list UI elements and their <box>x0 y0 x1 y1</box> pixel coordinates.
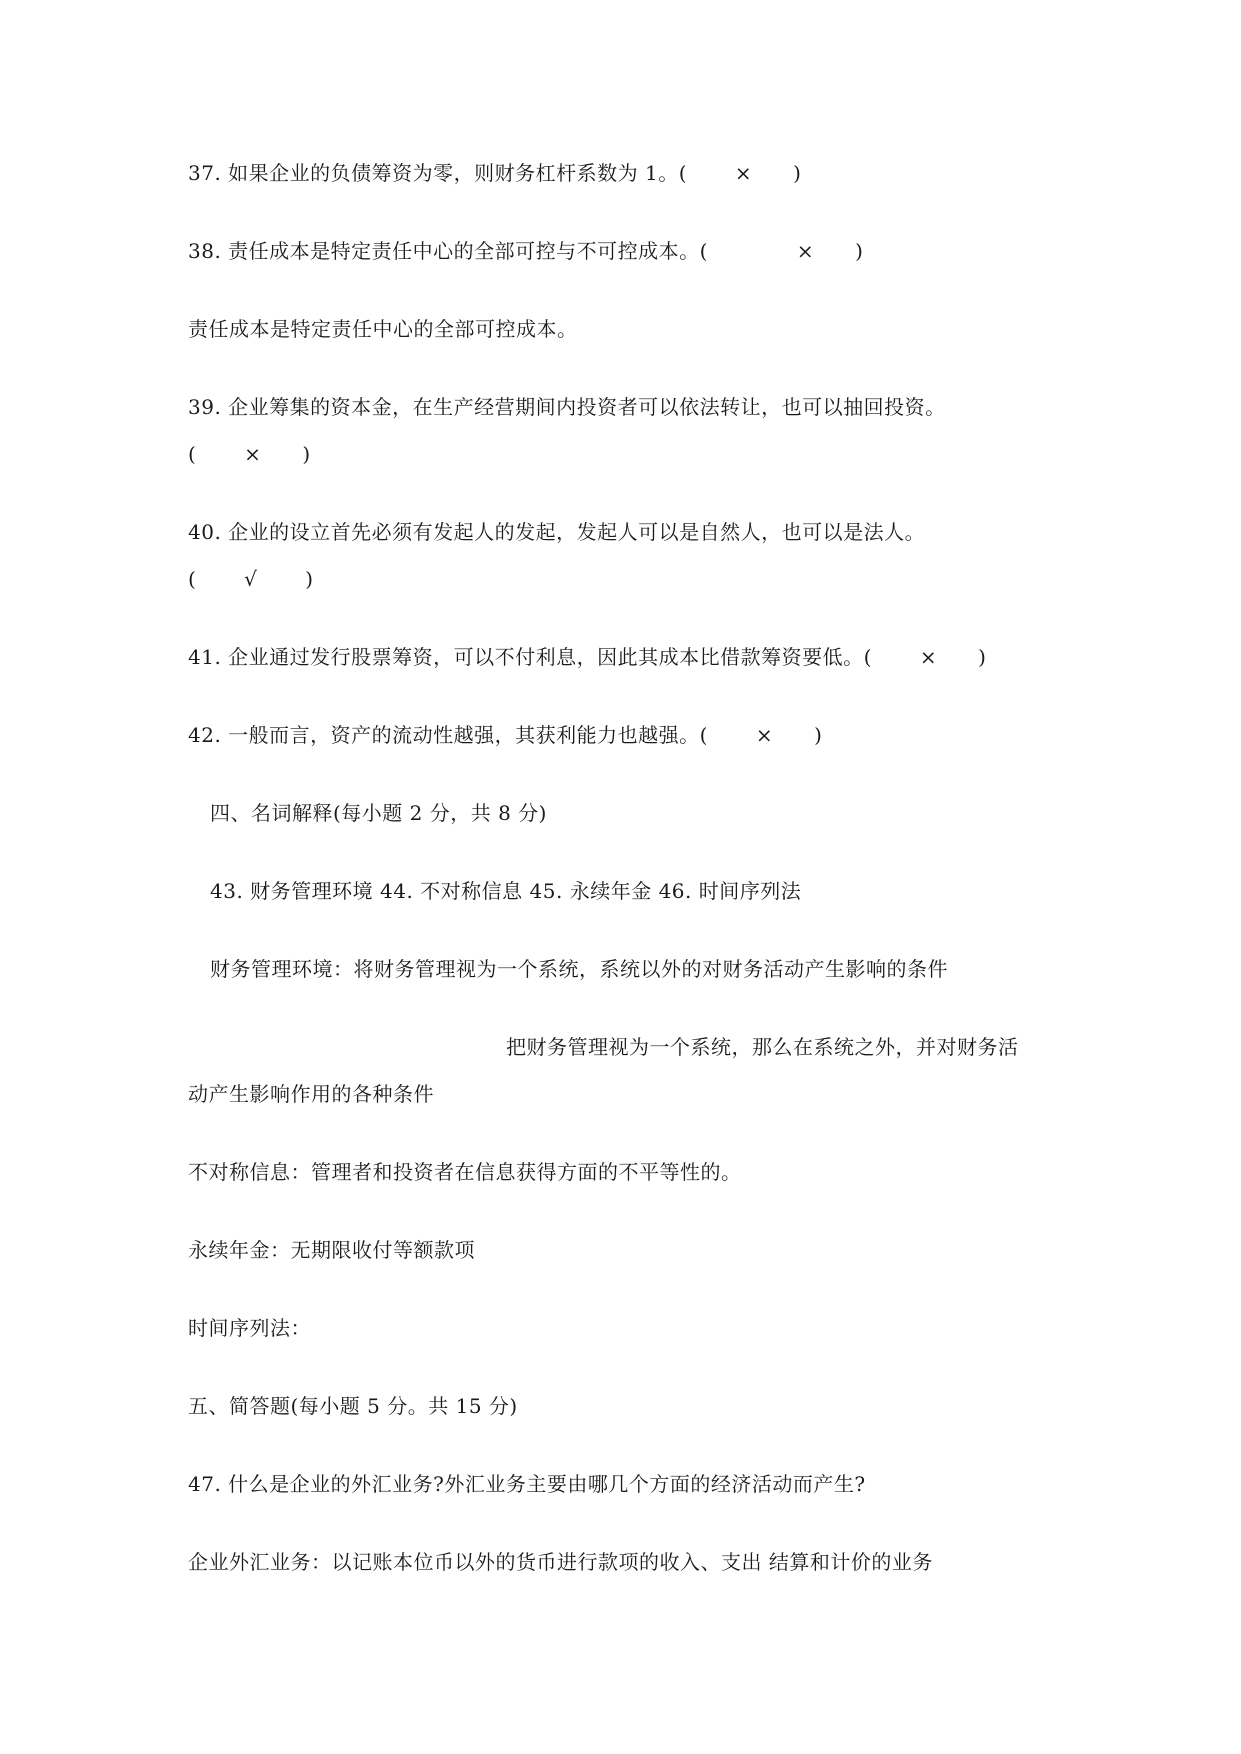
question-38-note: 责任成本是特定责任中心的全部可控成本。 <box>188 317 578 341</box>
definition-perpetuity: 永续年金：无期限收付等额款项 <box>188 1238 475 1262</box>
question-39-answer: ( × ) <box>188 442 311 466</box>
question-38: 38. 责任成本是特定责任中心的全部可控与不可控成本。( × ) <box>188 239 864 263</box>
definition-financial-environment-alt-part1: 把财务管理视为一个系统，那么在系统之外，并对财务活 <box>506 1035 1019 1059</box>
definition-financial-environment: 财务管理环境：将财务管理视为一个系统，系统以外的对财务活动产生影响的条件 <box>210 957 948 981</box>
question-47-answer: 企业外汇业务：以记账本位币以外的货币进行款项的收入、支出 结算和计价的业务 <box>188 1550 933 1574</box>
question-42: 42. 一般而言，资产的流动性越强，其获利能力也越强。( × ) <box>188 723 823 747</box>
question-47: 47. 什么是企业的外汇业务?外汇业务主要由哪几个方面的经济活动而产生? <box>188 1472 866 1496</box>
question-40: 40. 企业的设立首先必须有发起人的发起，发起人可以是自然人，也可以是法人。 <box>188 520 926 544</box>
section-5-heading: 五、简答题(每小题 5 分。共 15 分) <box>188 1394 518 1418</box>
definition-time-series: 时间序列法： <box>188 1316 311 1340</box>
question-40-answer: ( √ ) <box>188 567 314 591</box>
definition-financial-environment-alt-part2: 动产生影响作用的各种条件 <box>188 1082 434 1106</box>
question-41: 41. 企业通过发行股票筹资，可以不付利息，因此其成本比借款筹资要低。( × ) <box>188 645 987 669</box>
definition-asymmetric-information: 不对称信息：管理者和投资者在信息获得方面的不平等性的。 <box>188 1160 742 1184</box>
section-4-heading: 四、名词解释(每小题 2 分，共 8 分) <box>210 801 547 825</box>
question-37: 37. 如果企业的负债筹资为零，则财务杠杆系数为 1。( × ) <box>188 161 802 185</box>
question-39: 39. 企业筹集的资本金，在生产经营期间内投资者可以依法转让，也可以抽回投资。 <box>188 395 946 419</box>
terms-list: 43. 财务管理环境 44. 不对称信息 45. 永续年金 46. 时间序列法 <box>210 879 802 903</box>
